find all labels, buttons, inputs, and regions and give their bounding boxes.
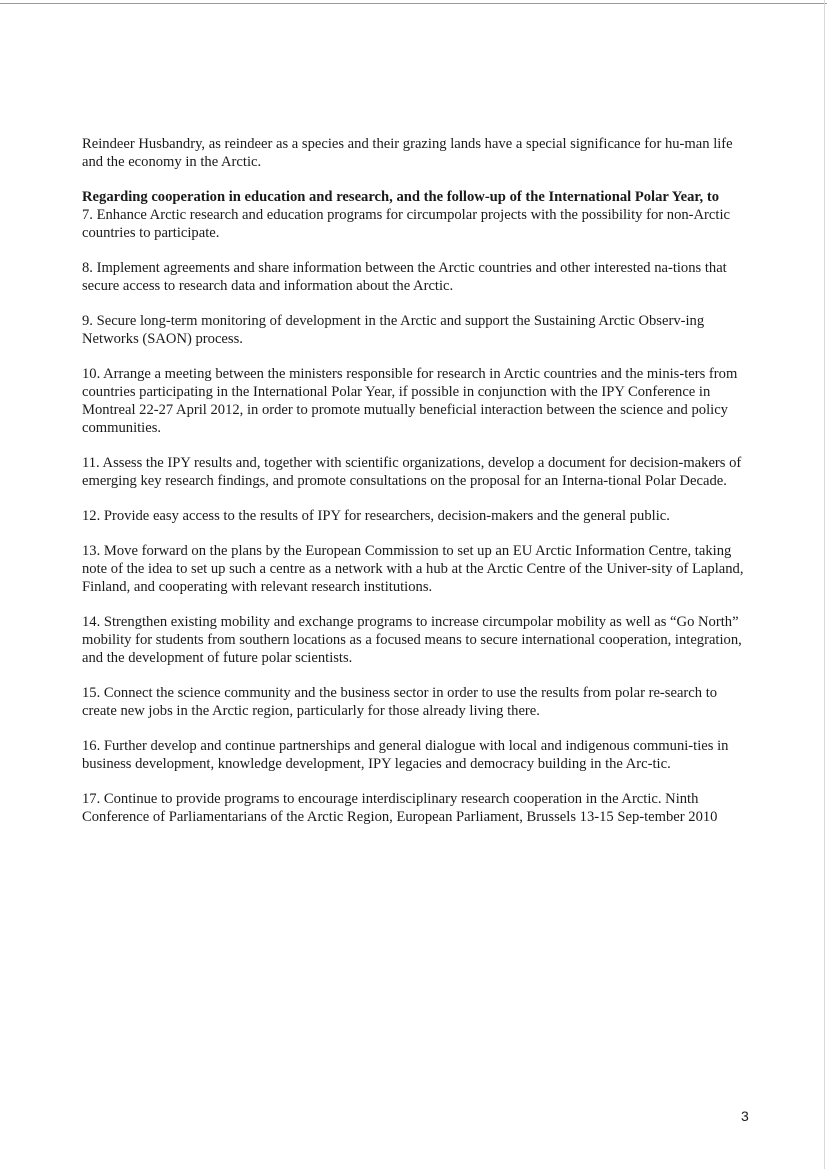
document-body xyxy=(82,135,746,843)
list-item-12: 12. Provide easy access to the results of IPY for researchers, decision-makers and the general public. xyxy=(82,508,670,524)
list-item-9: 9. Secure long-term monitoring of development in the Arctic and support the Sustaining Arctic Observ-ing Networks (SAON) process. xyxy=(82,313,705,347)
list-item-10: 10. Arrange a meeting between the ministers responsible for research in Arctic countries and the minis-ters from countries participating in the International Polar Year, if possible in conjunction with the IPY Conference in Montreal 22-27 April 2012, in order to promote mutually beneficial interaction between the science and policy communities. xyxy=(82,366,738,436)
page-number: 3 xyxy=(741,1108,749,1124)
list-item-16: 16. Further develop and continue partnerships and general dialogue with local and indigenous communi-ties in business development, knowledge development, IPY legacies and democracy building in the Arc-tic. xyxy=(82,738,729,772)
paragraph-reindeer-husbandry: Reindeer Husbandry, as reindeer as a species and their grazing lands have a special significance for hu-man life and the economy in the Arctic. xyxy=(82,136,733,170)
list-item-15: 15. Connect the science community and the business sector in order to use the results from polar re-search to create new jobs in the Arctic region, particularly for those already living there. xyxy=(82,685,718,719)
list-item-11: 11. Assess the IPY results and, together with scientific organizations, develop a document for decision-makers of emerging key research findings, and promote consultations on the proposal for an Interna-tional Polar Decade. xyxy=(82,455,742,489)
section-heading: Regarding cooperation in education and research, and the follow-up of the International Polar Year, to xyxy=(82,189,719,205)
list-item-14: 14. Strengthen existing mobility and exchange programs to increase circumpolar mobility as well as “Go North” mobility for students from southern locations as a focused means to secure international cooperation, integration, and the development of future polar scientists. xyxy=(82,614,742,666)
scan-right-edge-line xyxy=(824,0,825,1169)
list-item-7: 7. Enhance Arctic research and education programs for circumpolar projects with the possibility for non-Arctic countries to participate. xyxy=(82,207,730,241)
list-item-17: 17. Continue to provide programs to encourage interdisciplinary research cooperation in the Arctic. Ninth Conference of Parliamentarians of the Arctic Region, European Parliament, Brussels 13-15 Sep-tember 2010 xyxy=(82,791,718,825)
list-item-8: 8. Implement agreements and share information between the Arctic countries and other interested na-tions that secure access to research data and information about the Arctic. xyxy=(82,260,727,294)
list-item-13: 13. Move forward on the plans by the European Commission to set up an EU Arctic Information Centre, taking note of the idea to set up such a centre as a network with a hub at the Arctic Centre of the Univer-sity of Lapland, Finland, and cooperating with relevant research institutions. xyxy=(82,543,744,595)
scan-top-edge-line xyxy=(0,3,827,4)
